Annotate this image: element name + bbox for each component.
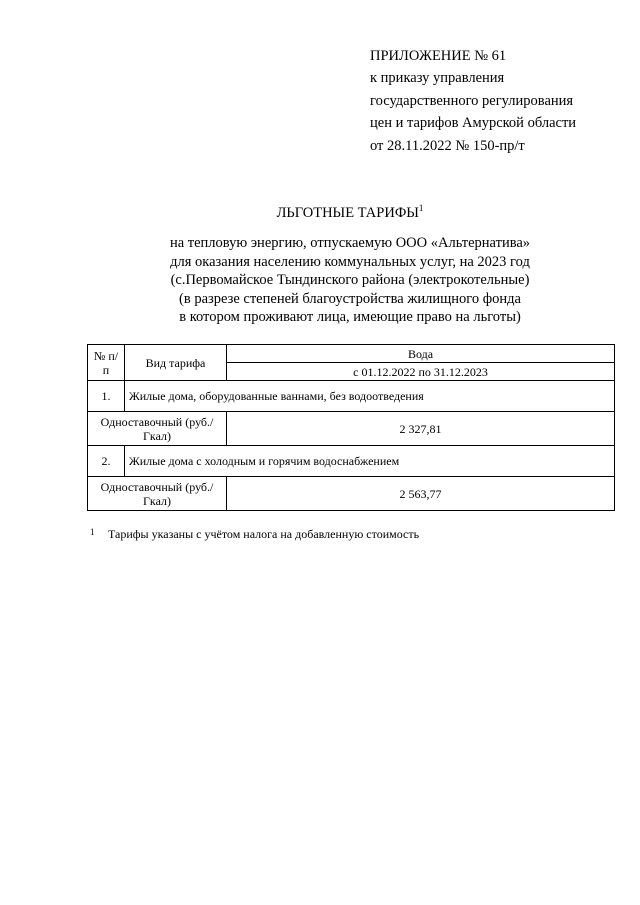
- row-tariff-type: Одноставочный (руб./Гкал): [88, 477, 227, 511]
- table-row: [88, 477, 615, 511]
- table-header-row: [88, 345, 615, 363]
- appendix-line: от 28.11.2022 № 150-пр/т: [370, 137, 525, 154]
- table-row: [88, 446, 615, 477]
- row-number: 1.: [88, 381, 125, 412]
- row-number: 2.: [88, 446, 125, 477]
- title-footnote-mark: 1: [418, 203, 424, 213]
- appendix-block: [370, 45, 630, 157]
- row-value: 2 563,77: [227, 477, 615, 511]
- row-category: Жилые дома, оборудованные ваннами, без водоотведения: [125, 381, 615, 412]
- document-title: [0, 203, 640, 223]
- title-text: ЛЬГОТНЫЕ ТАРИФЫ: [276, 205, 419, 221]
- subtitle-line: для оказания населению коммунальных услуг, на 2023 год: [170, 253, 530, 270]
- footnote: [90, 527, 419, 542]
- row-tariff-type: Одноставочный (руб./Гкал): [88, 412, 227, 446]
- document-subtitle: [0, 234, 640, 327]
- header-tariff-type: Вид тарифа: [125, 345, 227, 381]
- subtitle-line: на тепловую энергию, отпускаемую ООО «Альтернатива»: [169, 235, 531, 251]
- row-value: 2 327,81: [227, 412, 615, 446]
- header-resource: Вода: [227, 345, 615, 363]
- appendix-line: к приказу управления: [370, 70, 505, 87]
- appendix-line: цен и тарифов Амурской области: [370, 115, 577, 132]
- appendix-line: ПРИЛОЖЕНИЕ № 61: [370, 48, 507, 64]
- footnote-mark: 1: [90, 527, 95, 537]
- table-row: [88, 381, 615, 412]
- appendix-line: государственного регулирования: [370, 92, 574, 109]
- header-period: с 01.12.2022 по 31.12.2023: [227, 363, 615, 381]
- header-num: № п/п: [88, 345, 125, 381]
- row-category: Жилые дома с холодным и горячим водоснабжением: [125, 446, 615, 477]
- subtitle-line: в котором проживают лица, имеющие право на льготы): [179, 309, 521, 325]
- tariff-table: [87, 344, 615, 511]
- footnote-text: Тарифы указаны с учётом налога на добавленную стоимость: [108, 527, 420, 541]
- subtitle-line: (в разрезе степеней благоустройства жилищного фонда: [179, 290, 521, 307]
- table-row: [88, 412, 615, 446]
- subtitle-line: (с.Первомайское Тындинского района (электрокотельные): [170, 272, 530, 288]
